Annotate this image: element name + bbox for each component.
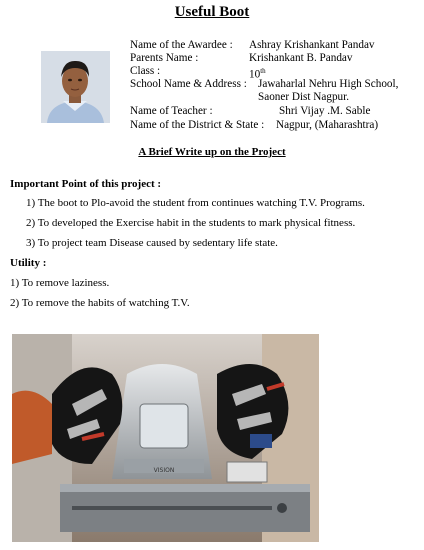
important-heading: Important Point of this project : bbox=[10, 178, 162, 190]
parents-label: Parents Name : bbox=[130, 52, 199, 64]
school-label: School Name & Address : bbox=[130, 78, 247, 90]
teacher-value: Shri Vijay .M. Sable bbox=[279, 105, 371, 117]
utility-heading: Utility : bbox=[10, 257, 47, 269]
parents-value: Krishankant B. Pandav bbox=[249, 52, 353, 64]
district-label: Name of the District & State : bbox=[130, 119, 265, 131]
class-label: Class : bbox=[130, 65, 161, 77]
important-point-2: 2) To developed the Exercise habit in the students to mark physical fitness. bbox=[26, 217, 356, 229]
important-point-3: 3) To project team Disease caused by sedentary life state. bbox=[26, 237, 278, 249]
awardee-name-value: Ashray Krishankant Pandav bbox=[249, 39, 375, 51]
important-point-1: 1) The boot to Plo-avoid the student from continues watching T.V. Programs. bbox=[26, 197, 365, 209]
class-number: 10 bbox=[249, 68, 261, 81]
project-photo bbox=[12, 334, 319, 542]
utility-point-1: 1) To remove laziness. bbox=[10, 277, 110, 289]
utility-point-2: 2) To remove the habits of watching T.V. bbox=[10, 297, 190, 309]
awardee-name-label: Name of the Awardee : bbox=[130, 39, 233, 51]
writeup-heading: A Brief Write up on the Project bbox=[138, 146, 286, 158]
teacher-label: Name of Teacher : bbox=[130, 105, 213, 117]
awardee-photo bbox=[41, 51, 110, 123]
page-title: Useful Boot bbox=[174, 4, 250, 20]
photo-brand-label: VISION bbox=[153, 467, 175, 474]
school-value-line2: Saoner Dist Nagpur. bbox=[258, 91, 350, 103]
school-value-line1: Jawaharlal Nehru High School, bbox=[258, 78, 399, 90]
district-value: Nagpur, (Maharashtra) bbox=[276, 119, 379, 131]
class-suffix: th bbox=[260, 67, 266, 75]
